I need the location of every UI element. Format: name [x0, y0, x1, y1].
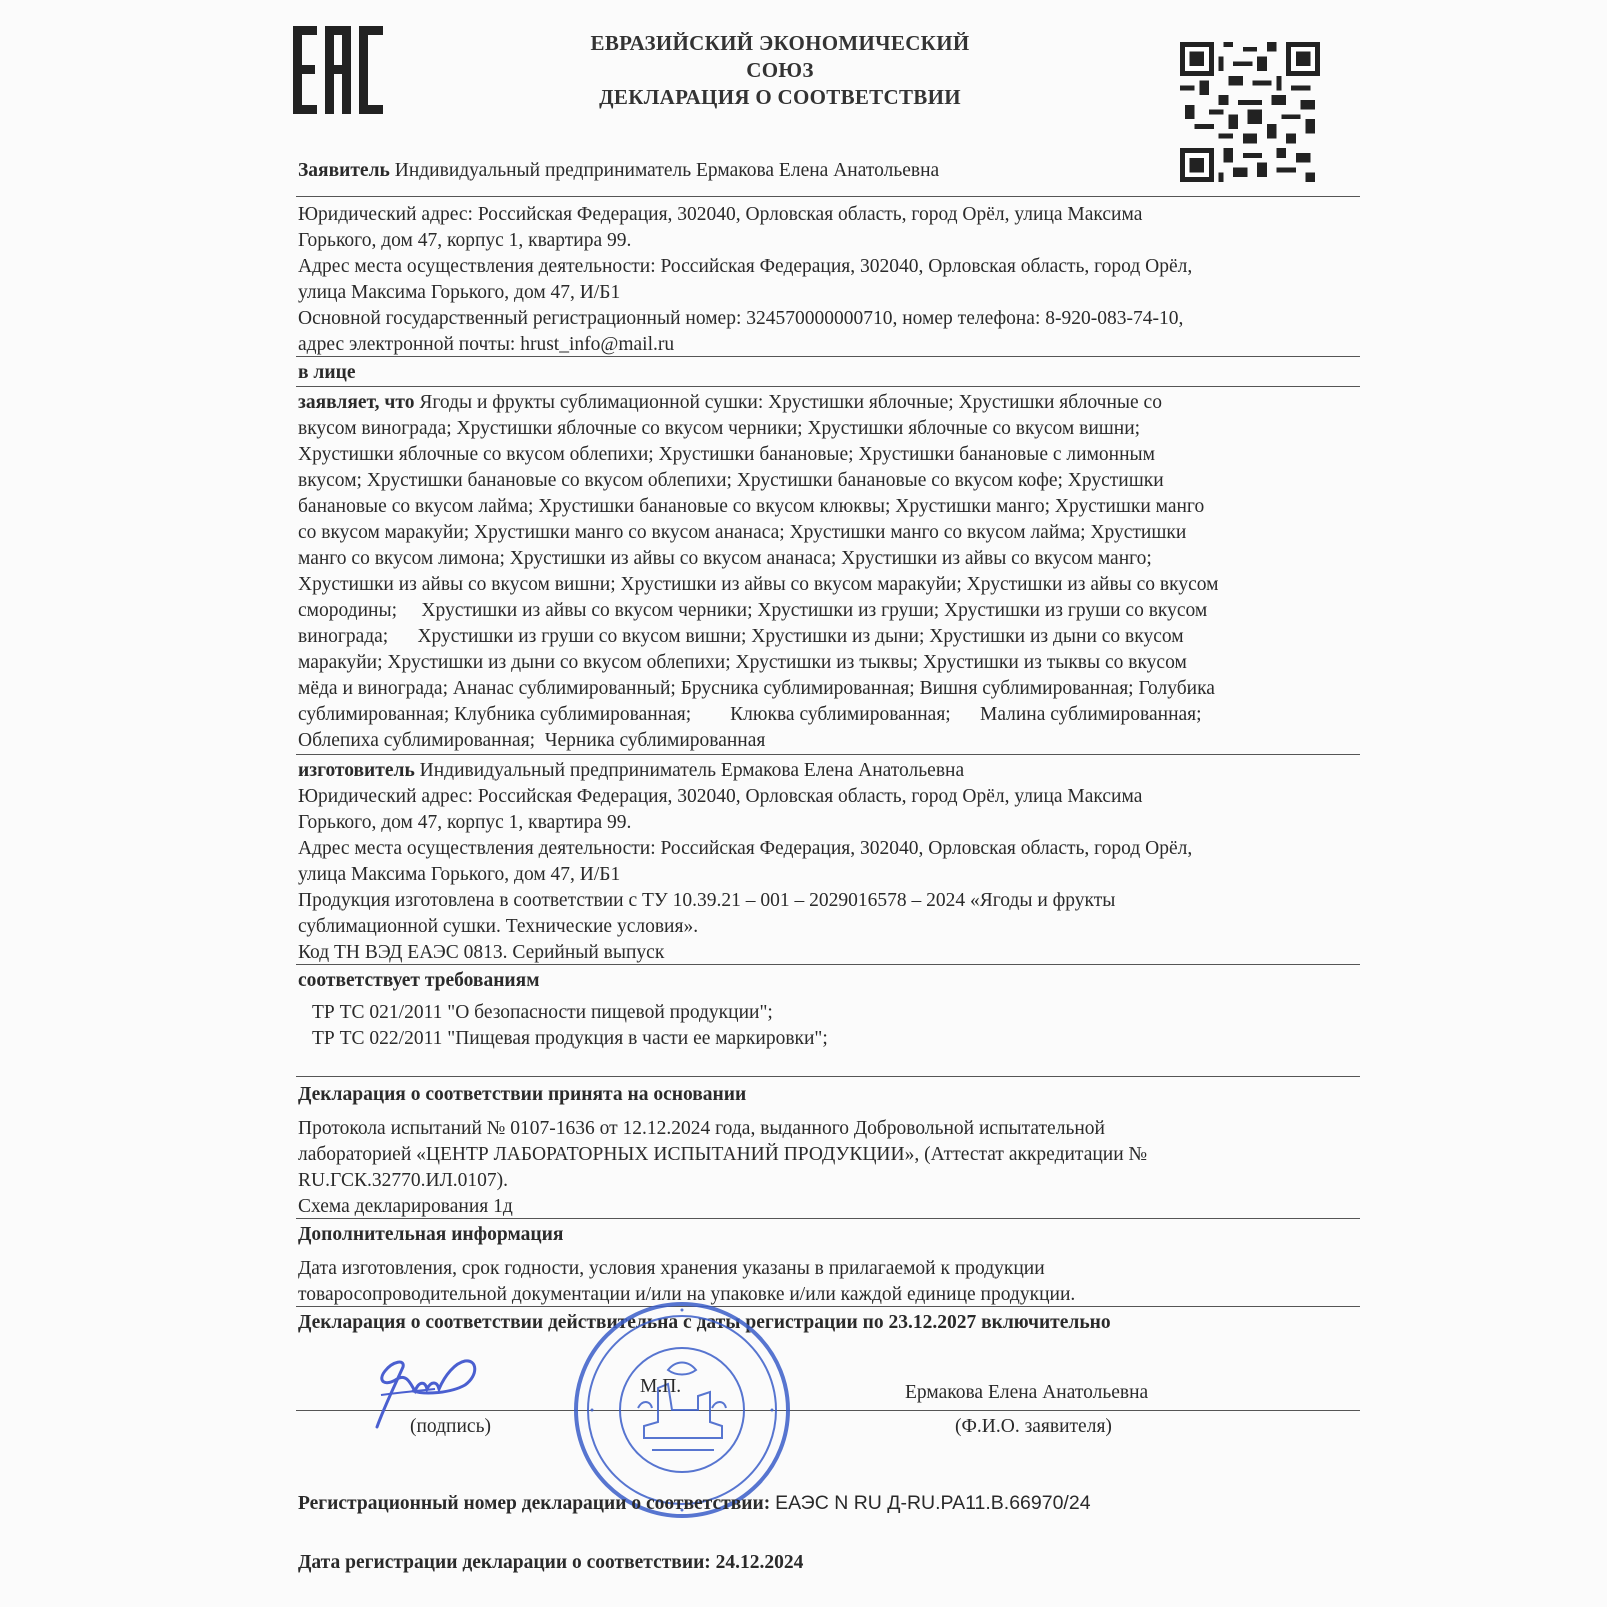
basis-line-2: лабораторией «ЦЕНТР ЛАБОРАТОРНЫХ ИСПЫТАНИЙ ПРОДУКЦИИ», (Аттестат аккредитации №	[298, 1144, 1148, 1165]
applicant-email: адрес электронной почты: hrust_info@mail.ru	[298, 334, 675, 355]
registration-number-label: Регистрационный номер декларации о соответствии:	[298, 1493, 771, 1514]
manufacturer-tu-1: Продукция изготовлена в соответствии с ТУ 10.39.21 – 001 – 2029016578 – 2024 «Ягоды и фрукты	[298, 890, 1116, 911]
basis-scheme: Схема декларирования 1д	[298, 1196, 513, 1217]
registration-date-line	[298, 1550, 1358, 1576]
declares-line: вкусом винограда; Хрустишки яблочные со вкусом черники; Хрустишки яблочные со вкусом вишни;	[298, 418, 1141, 439]
registration-date: 24.12.2024	[715, 1552, 804, 1573]
requirement-item: ТР ТС 021/2011 "О безопасности пищевой продукции";	[312, 1002, 773, 1023]
divider	[296, 356, 1360, 357]
additional-label: Дополнительная информация	[298, 1224, 564, 1245]
divider	[296, 1218, 1360, 1219]
manufacturer-code: Код ТН ВЭД ЕАЭС 0813. Серийный выпуск	[298, 942, 665, 963]
divider	[296, 196, 1360, 197]
applicant-legal-address-2: Горького, дом 47, корпус 1, квартира 99.	[298, 230, 632, 251]
additional-line-1: Дата изготовления, срок годности, условия хранения указаны в прилагаемой к продукции	[298, 1258, 1045, 1279]
basis-line-3: RU.ГСК.32770.ИЛ.0107).	[298, 1170, 509, 1191]
declares-line: маракуйи; Хрустишки из дыни со вкусом облепихи; Хрустишки из тыквы; Хрустишки из тыквы со вкусом	[298, 652, 1187, 673]
declares-line: Облепиха сублимированная; Черника сублимированная	[298, 730, 766, 751]
additional-line-2: товаросопроводительной документации и/или на упаковке и/или каждой единице продукции.	[298, 1284, 1076, 1305]
document-title: ДЕКЛАРАЦИЯ О СООТВЕТСТВИИ	[599, 85, 961, 109]
eac-logo	[293, 26, 383, 114]
document-header	[560, 30, 1000, 111]
manufacturer-legal-address-2: Горького, дом 47, корпус 1, квартира 99.	[298, 812, 632, 833]
declares-line: вкусом; Хрустишки банановые со вкусом облепихи; Хрустишки банановые со вкусом кофе; Хрустишки	[298, 470, 1164, 491]
applicant-legal-address-1: Юридический адрес: Российская Федерация, 302040, Орловская область, город Орёл, улица Максима	[298, 204, 1143, 225]
applicant-activity-address-2: улица Максима Горького, дом 47, И/Б1	[298, 282, 621, 303]
manufacturer-tu-2: сублимационной сушки. Технические условия».	[298, 916, 699, 937]
in-person-label: в лице	[298, 362, 356, 383]
declares-line: Хрустишки из айвы со вкусом вишни; Хрустишки из айвы со вкусом маракуйи; Хрустишки из айвы со вкусом	[298, 574, 1219, 595]
manufacturer-line	[298, 758, 1358, 784]
registration-number: ЕАЭС N RU Д-RU.PA11.B.66970/24	[775, 1492, 1091, 1514]
applicant-fio-caption: (Ф.И.О. заявителя)	[955, 1416, 1112, 1437]
basis-label: Декларация о соответствии принята на основании	[298, 1084, 747, 1105]
declares-line: сублимированная; Клубника сублимированная; Клюква сублимированная; Малина сублимированная;	[298, 704, 1202, 725]
declares-block	[298, 390, 1358, 754]
declares-line: банановые со вкусом лайма; Хрустишки банановые со вкусом клюквы; Хрустишки манго; Хрустишки манго	[298, 496, 1205, 517]
divider	[296, 386, 1360, 387]
manufacturer-legal-address-1: Юридический адрес: Российская Федерация, 302040, Орловская область, город Орёл, улица Максима	[298, 786, 1143, 807]
divider	[296, 1076, 1360, 1077]
declares-line: Хрустишки яблочные со вкусом облепихи; Хрустишки банановые; Хрустишки банановые с лимонным	[298, 444, 1155, 465]
union-title: ЕВРАЗИЙСКИЙ ЭКОНОМИЧЕСКИЙ СОЮЗ	[590, 31, 970, 82]
requirements-label: соответствует требованиям	[298, 970, 540, 991]
applicant-name: Индивидуальный предприниматель Ермакова Елена Анатольевна	[394, 160, 940, 181]
manufacturer-label: изготовитель	[298, 760, 415, 781]
applicant-activity-address-1: Адрес места осуществления деятельности: Российская Федерация, 302040, Орловская область, город Орёл,	[298, 256, 1193, 277]
applicant-label: Заявитель	[298, 160, 390, 181]
manufacturer-activity-address-1: Адрес места осуществления деятельности: Российская Федерация, 302040, Орловская область, город Орёл,	[298, 838, 1193, 859]
registration-number-line	[298, 1490, 1358, 1517]
divider	[296, 754, 1360, 755]
applicant-line	[298, 158, 1358, 184]
registration-date-label: Дата регистрации декларации о соответствии:	[298, 1552, 711, 1573]
declares-line: манго со вкусом лимона; Хрустишки из айвы со вкусом ананаса; Хрустишки из айвы со вкусом манго;	[298, 548, 1152, 569]
seal-placeholder-mp: М.П.	[640, 1376, 682, 1397]
official-seal	[572, 1300, 792, 1520]
declares-line: смородины; Хрустишки из айвы со вкусом черники; Хрустишки из груши; Хрустишки из груши со вкусом	[298, 600, 1208, 621]
manufacturer-activity-address-2: улица Максима Горького, дом 47, И/Б1	[298, 864, 621, 885]
divider	[296, 1306, 1360, 1307]
manufacturer-name: Индивидуальный предприниматель Ермакова Елена Анатольевна	[414, 760, 965, 781]
divider	[296, 964, 1360, 965]
basis-line-1: Протокола испытаний № 0107-1636 от 12.12.2024 года, выданного Добровольной испытательной	[298, 1118, 1105, 1139]
applicant-ogrn: Основной государственный регистрационный номер: 324570000000710, номер телефона: 8-920-083-74-10,	[298, 308, 1184, 329]
declares-line: винограда; Хрустишки из груши со вкусом вишни; Хрустишки из дыни; Хрустишки из дыни со вкусом	[298, 626, 1184, 647]
declares-label: заявляет, что	[298, 392, 415, 413]
declares-line: Ягоды и фрукты сублимационной сушки: Хрустишки яблочные; Хрустишки яблочные со	[414, 392, 1162, 413]
requirement-item: ТР ТС 022/2011 "Пищевая продукция в части ее маркировки";	[312, 1028, 828, 1049]
signature-caption: (подпись)	[410, 1416, 491, 1437]
applicant-fio: Ермакова Елена Анатольевна	[905, 1382, 1149, 1403]
declares-line: мёда и винограда; Ананас сублимированный; Брусника сублимированная; Вишня сублимированная; Голубика	[298, 678, 1215, 699]
validity-line: Декларация о соответствии действительна с даты регистрации по 23.12.2027 включительно	[298, 1312, 1111, 1333]
declares-line: со вкусом маракуйи; Хрустишки манго со вкусом ананаса; Хрустишки манго со вкусом лайма; Хрустишки	[298, 522, 1187, 543]
